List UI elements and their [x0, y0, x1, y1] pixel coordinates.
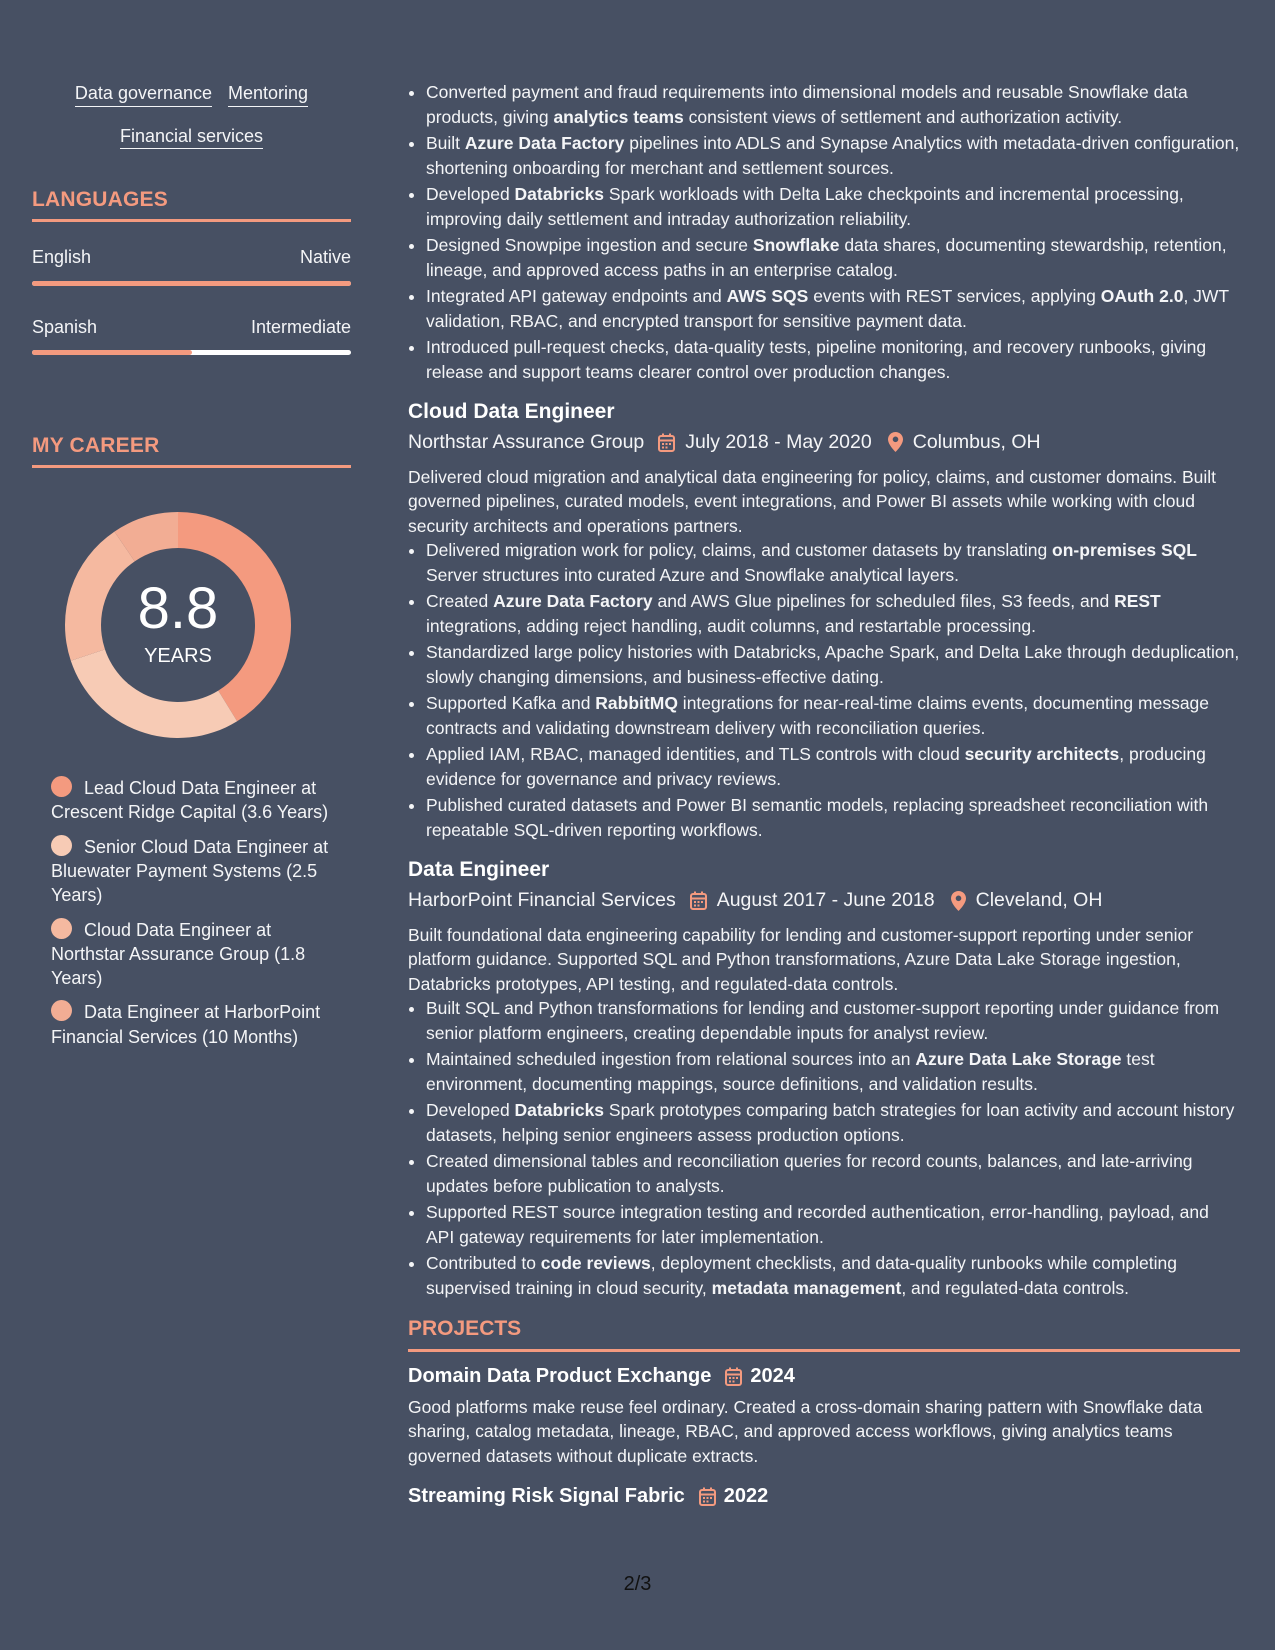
- bullet-text: consistent views of settlement and authorization activity.: [683, 106, 1123, 127]
- job-company: Northstar Assurance Group: [408, 431, 645, 454]
- skill-tag: Data governance: [75, 82, 212, 107]
- skills-row: [32, 125, 351, 150]
- legend-dot: [51, 918, 72, 939]
- bullet-text: Maintained scheduled ingestion from relational sources into an: [426, 1049, 916, 1070]
- language-bar-fill: [32, 350, 192, 355]
- bullet-text: Standardized large policy histories with Databricks, Apache Spark, and Delta Lake through deduplication, slowly changing dimensions, and business-effective dating.: [426, 642, 1240, 687]
- bullet-item: [426, 1047, 1240, 1096]
- bullet-item: [426, 1251, 1240, 1300]
- legend-label: Cloud Data Engineer at Northstar Assurance Group (1.8 Years): [51, 919, 306, 989]
- bullet-text: integrations, adding reject handling, audit columns, and restartable processing.: [426, 615, 1036, 636]
- bullet-emphasis: OAuth 2.0: [1100, 286, 1184, 306]
- bullet-item: [426, 691, 1240, 740]
- career-legend-item: [51, 776, 331, 825]
- intro-bullet-list: [408, 80, 1240, 384]
- bullet-text: data shares, documenting stewardship, retention, lineage, and approved access paths in an enterprise catalog.: [426, 235, 1227, 280]
- bullet-text: Spark workloads with Delta Lake checkpoints and incremental processing, improving daily settlement and intraday authorization reliability.: [426, 184, 1184, 229]
- bullet-emphasis: code reviews: [540, 1253, 651, 1274]
- bullet-text: Introduced pull-request checks, data-quality tests, pipeline monitoring, and recovery runbooks, giving release and support teams clearer control over production changes.: [426, 337, 1207, 382]
- bullet-item: [426, 233, 1240, 282]
- bullet-item: [426, 131, 1240, 180]
- job-title: Cloud Data Engineer: [408, 400, 615, 423]
- job-bullet-list: [408, 996, 1240, 1300]
- career-legend-item: [51, 918, 331, 991]
- project-year: 2024: [750, 1364, 795, 1387]
- job-dates: August 2017 - June 2018: [716, 889, 935, 912]
- skill-tag: Financial services: [120, 125, 263, 150]
- bullet-text: Applied IAM, RBAC, managed identities, and TLS controls with cloud: [426, 744, 965, 765]
- bullet-text: Published curated datasets and Power BI semantic models, replacing spreadsheet reconciliation with repeatable SQL-driven reporting workflows.: [426, 795, 1209, 840]
- bullet-emphasis: Snowflake: [752, 235, 840, 255]
- job-summary: Delivered cloud migration and analytical data engineering for policy, claims, and customer domains. Built governed pipelines, curated models, event integrations, and Power BI assets while working with cloud security architects and operations partners.: [408, 466, 1217, 536]
- legend-label: Lead Cloud Data Engineer at Crescent Ridge Capital (3.6 Years): [51, 778, 329, 823]
- job-entry: [408, 398, 1240, 842]
- page-number: 2/3: [623, 1573, 652, 1595]
- bullet-item: [426, 640, 1240, 689]
- bullet-text: Integrated API gateway endpoints and: [426, 286, 727, 306]
- bullet-text: Built SQL and Python transformations for lending and customer-support reporting under guidance from senior platform engineers, creating dependable inputs for analyst review.: [426, 998, 1220, 1043]
- bullet-item: [426, 1098, 1240, 1147]
- language-bar: [32, 350, 351, 355]
- bullet-item: [426, 538, 1240, 587]
- bullet-text: pipelines into ADLS and Synapse Analytics with metadata-driven configuration, shortening onboarding for merchant and settlement sources.: [426, 133, 1240, 178]
- career-total-unit: YEARS: [144, 644, 212, 667]
- bullet-text: test environment, documenting mappings, source definitions, and validation results.: [426, 1049, 1155, 1094]
- language-name: Spanish: [32, 316, 98, 337]
- bullet-emphasis: AWS SQS: [726, 286, 809, 306]
- legend-dot: [51, 835, 72, 856]
- bullet-text: Converted payment and fraud requirements into dimensional models and reusable Snowflake data products, giving: [426, 82, 1188, 127]
- job-location: Columbus, OH: [912, 431, 1041, 454]
- bullet-item: [426, 1200, 1240, 1249]
- main-content: [408, 80, 1240, 1511]
- bullet-text: Created: [426, 591, 494, 612]
- bullet-item: [426, 335, 1240, 384]
- map-pin-icon: [888, 432, 903, 452]
- project-title: Domain Data Product Exchange: [408, 1364, 712, 1387]
- languages-heading: LANGUAGES: [32, 185, 351, 222]
- bullet-text: , producing evidence for governance and privacy reviews.: [426, 744, 1206, 789]
- bullet-text: Spark prototypes comparing batch strategies for loan activity and account history datasets, helping senior engineers assess production options.: [426, 1100, 1235, 1145]
- language-level: Intermediate: [250, 316, 351, 337]
- bullet-text: integrations for near-real-time claims events, documenting message contracts and validating downstream delivery with reconciliation queries.: [426, 693, 1210, 738]
- bullet-item: [426, 182, 1240, 231]
- career-donut-chart: [63, 510, 293, 740]
- job-dates: July 2018 - May 2020: [685, 431, 872, 454]
- project-description: Good platforms make reuse feel ordinary. Created a cross-domain sharing pattern with Snowflake data sharing, catalog metadata, lineage, RBAC, and approved access workflows, giving analytics teams governed datasets without duplicate extracts.: [408, 1396, 1203, 1466]
- language-level: Native: [299, 247, 351, 268]
- bullet-emphasis: analytics teams: [553, 106, 684, 127]
- bullet-item: [426, 284, 1240, 333]
- bullet-text: Server structures into curated Azure and Snowflake analytical layers.: [426, 564, 960, 585]
- bullet-emphasis: Azure Data Factory: [493, 591, 653, 612]
- job-bullet-list: [408, 538, 1240, 842]
- project-title: Streaming Risk Signal Fabric: [408, 1485, 685, 1508]
- bullet-item: [426, 80, 1240, 129]
- calendar-icon: [725, 1367, 742, 1386]
- bullet-emphasis: Databricks: [514, 1100, 605, 1121]
- project-entry: [408, 1362, 1240, 1469]
- bullet-item: [426, 589, 1240, 638]
- calendar-icon: [690, 891, 707, 910]
- job-title: Data Engineer: [408, 858, 550, 882]
- project-year: 2022: [723, 1485, 769, 1508]
- bullet-text: Supported REST source integration testing and recorded authentication, error-handling, payload, and API gateway requirements for later implementation.: [426, 1202, 1209, 1247]
- map-pin-icon: [951, 891, 966, 911]
- bullet-text: Created dimensional tables and reconciliation queries for record counts, balances, and late-arriving updates before publication to analysts.: [426, 1151, 1193, 1196]
- projects-heading: PROJECTS: [408, 1314, 1240, 1351]
- career-legend: [51, 776, 331, 1049]
- bullet-text: Developed: [426, 1100, 515, 1121]
- language-bar-fill: [32, 281, 351, 286]
- bullet-text: Supported Kafka and: [426, 693, 596, 714]
- language-english: [32, 244, 351, 285]
- bullet-text: , deployment checklists, and data-quality runbooks while completing supervised training in cloud security,: [426, 1253, 1177, 1298]
- bullet-item: [426, 793, 1240, 842]
- bullet-item: [426, 996, 1240, 1045]
- bullet-emphasis: on-premises SQL: [1052, 540, 1197, 561]
- job-company: HarborPoint Financial Services: [408, 889, 676, 912]
- bullet-text: events with REST services, applying: [808, 286, 1101, 306]
- language-bar: [32, 281, 351, 286]
- career-legend-item: [51, 835, 331, 908]
- bullet-text: , and regulated-data controls.: [901, 1277, 1129, 1298]
- skill-tag: Mentoring: [228, 82, 308, 107]
- bullet-text: and AWS Glue pipelines for scheduled files, S3 feeds, and: [652, 591, 1115, 612]
- career-heading: MY CAREER: [32, 431, 351, 468]
- job-meta: [408, 886, 1240, 914]
- bullet-text: , JWT validation, RBAC, and encrypted transport for sensitive payment data.: [426, 286, 1229, 331]
- bullet-emphasis: Azure Data Lake Storage: [915, 1049, 1122, 1070]
- bullet-emphasis: security architects: [964, 744, 1120, 765]
- skills-row: [32, 82, 351, 107]
- bullet-emphasis: RabbitMQ: [595, 693, 678, 714]
- career-total-value: 8.8: [137, 575, 219, 641]
- language-spanish: [32, 314, 351, 355]
- bullet-emphasis: Azure Data Factory: [464, 133, 625, 153]
- bullet-emphasis: Databricks: [514, 184, 605, 204]
- bullet-text: Delivered migration work for policy, claims, and customer datasets by translating: [426, 540, 1053, 561]
- job-location: Cleveland, OH: [975, 889, 1103, 912]
- calendar-icon: [658, 433, 675, 452]
- bullet-item: [426, 742, 1240, 791]
- bullet-text: Built: [426, 133, 465, 153]
- legend-dot: [51, 1000, 72, 1021]
- sidebar: [32, 82, 351, 1059]
- legend-label: Data Engineer at HarborPoint Financial Services (10 Months): [51, 1002, 321, 1047]
- project-entry: [408, 1482, 1240, 1511]
- job-meta: [408, 428, 1240, 456]
- career-legend-item: [51, 1000, 331, 1049]
- job-summary: Built foundational data engineering capability for lending and customer-support reporting under senior platform guidance. Supported SQL and Python transformations, Azure Data Lake Storage ingestion, Databricks prototypes, API testing, and regulated-data controls.: [408, 924, 1194, 994]
- calendar-icon: [699, 1487, 716, 1506]
- bullet-item: [426, 1149, 1240, 1198]
- bullet-emphasis: metadata management: [711, 1277, 902, 1298]
- job-entry: [408, 856, 1240, 1300]
- bullet-text: Designed Snowpipe ingestion and secure: [426, 235, 753, 255]
- legend-dot: [51, 776, 72, 797]
- bullet-text: Developed: [426, 184, 515, 204]
- legend-label: Senior Cloud Data Engineer at Bluewater Payment Systems (2.5 Years): [51, 836, 329, 906]
- bullet-emphasis: REST: [1114, 591, 1161, 612]
- language-name: English: [32, 247, 92, 268]
- bullet-text: Contributed to: [426, 1253, 541, 1274]
